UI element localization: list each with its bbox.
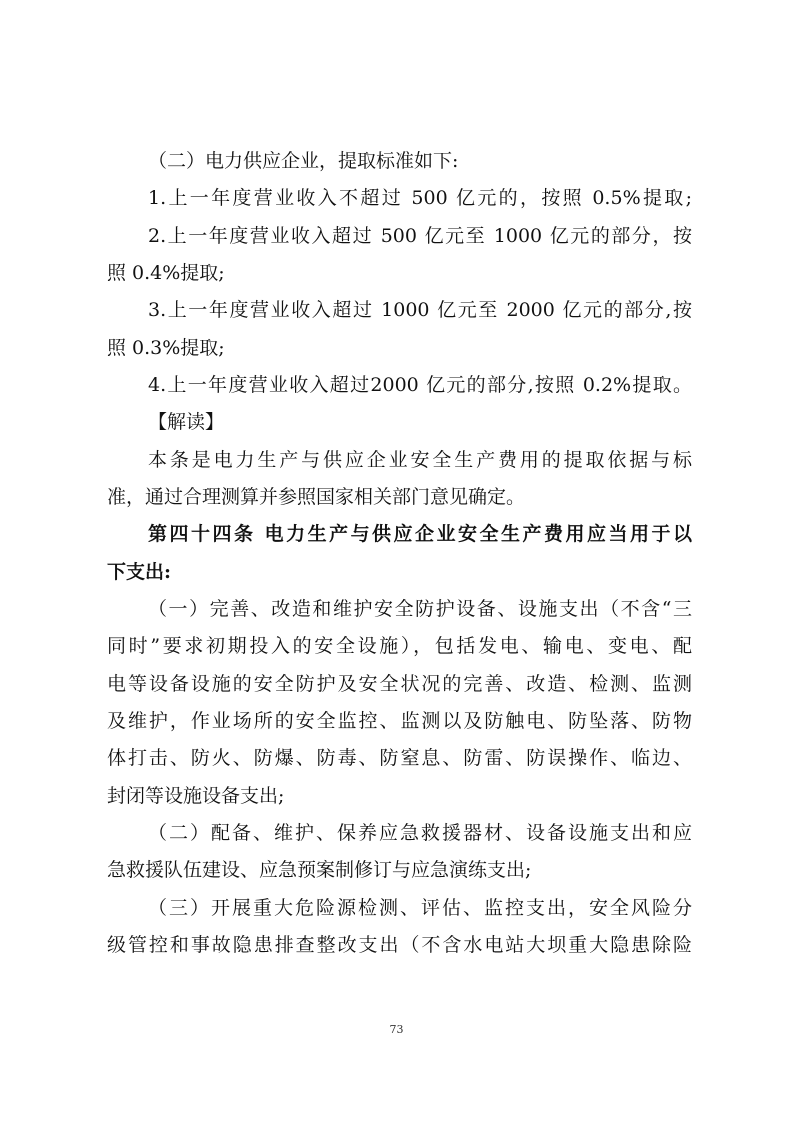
text-line: 级管控和事故隐患排查整改支出（不含水电站大坝重大隐患除险 <box>107 933 692 956</box>
text-line: 体打击、防火、防爆、防毒、防窒息、防雷、防误操作、临边、 <box>107 747 692 770</box>
text-line: 2.上一年度营业收入超过 500 亿元至 1000 亿元的部分，按 <box>148 224 692 247</box>
text-line: 同时”要求初期投入的安全设施），包括发电、输电、变电、配 <box>107 635 692 658</box>
text-line: 本条是电力生产与供应企业安全生产费用的提取依据与标 <box>148 448 692 471</box>
text-line: （二）配备、维护、保养应急救援器材、设备设施支出和应 <box>148 821 692 844</box>
article-heading-line: 下支出: <box>107 560 172 583</box>
section-heading: 【解读】 <box>148 411 225 434</box>
text-line: 1.上一年度营业收入不超过 500 亿元的，按照 0.5%提取; <box>148 187 692 210</box>
text-line: 照 0.4%提取; <box>107 261 225 284</box>
text-line: 准，通过合理测算并参照国家相关部门意见确定。 <box>107 485 526 508</box>
text-line: 3.上一年度营业收入超过 1000 亿元至 2000 亿元的部分,按 <box>148 299 692 322</box>
text-line: 及维护，作业场所的安全监控、监测以及防触电、防坠落、防物 <box>107 709 692 732</box>
article-heading-line: 第四十四条 电力生产与供应企业安全生产费用应当用于以 <box>148 523 692 546</box>
text-line: （二）电力供应企业，提取标准如下: <box>148 150 459 172</box>
body-text <box>107 143 692 964</box>
text-line: 电等设备设施的安全防护及安全状况的完善、改造、检测、监测 <box>107 672 692 695</box>
text-line: 封闭等设施设备支出; <box>107 784 285 807</box>
text-line: 4.上一年度营业收入超过2000 亿元的部分,按照 0.2%提取。 <box>148 373 692 396</box>
text-line: 急救援队伍建设、应急预案制修订与应急演练支出; <box>107 859 532 882</box>
text-line: 照 0.3%提取; <box>107 336 225 359</box>
text-line: （一）完善、改造和维护安全防护设备、设施支出（不含“三 <box>148 597 692 620</box>
page-number: 73 <box>389 1023 404 1036</box>
text-line: （三）开展重大危险源检测、评估、监控支出，安全风险分 <box>148 896 692 919</box>
